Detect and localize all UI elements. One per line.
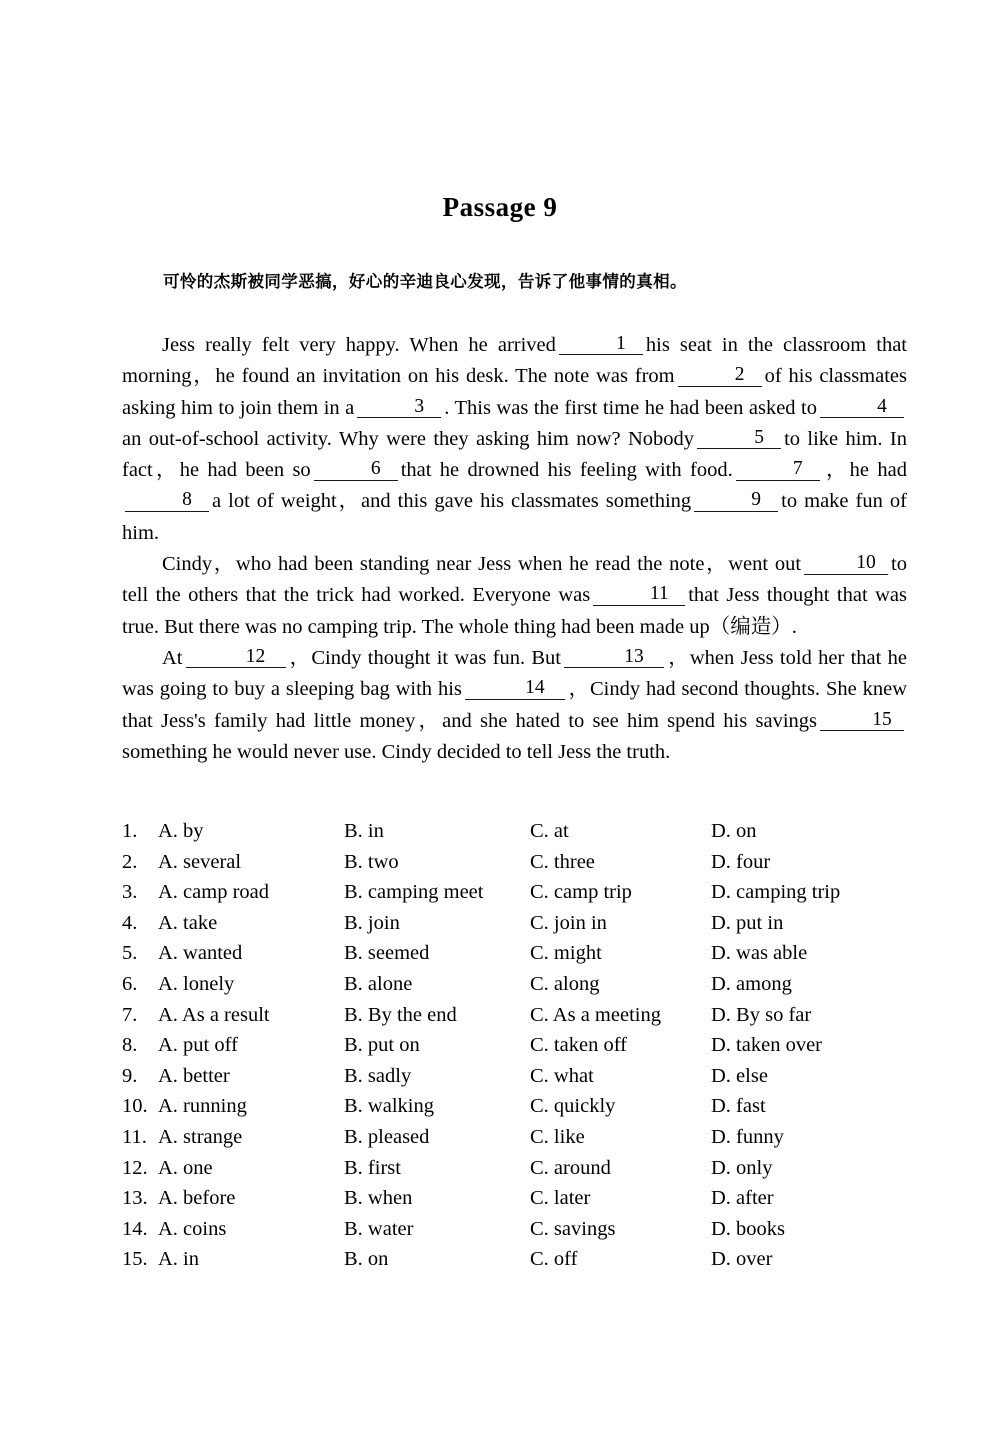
- p3-text-3: ，when Jess told her that he was going to buy a sleeping bag with his: [122, 646, 908, 701]
- blank-1: 1: [559, 334, 643, 355]
- option-choice-d[interactable]: D. only: [711, 1156, 773, 1179]
- option-choice-c[interactable]: C. As a meeting: [530, 1003, 661, 1026]
- option-choice-c[interactable]: C. join in: [530, 911, 607, 934]
- option-choice-a[interactable]: A. lonely: [158, 972, 235, 995]
- option-choice-a[interactable]: A. one: [158, 1156, 213, 1179]
- option-choice-b[interactable]: B. in: [344, 820, 384, 842]
- option-number: 12.: [122, 1156, 148, 1179]
- option-choice-a[interactable]: A. camp road: [158, 881, 269, 904]
- p1-text-8: ，he had: [822, 459, 908, 482]
- p1-text-6: to like him. In fact，he had been so: [122, 427, 908, 482]
- p3-text-5: something he would never use. Cindy decided to tell Jess the truth.: [122, 740, 671, 763]
- option-choice-b[interactable]: B. when: [344, 1187, 413, 1210]
- option-choice-c[interactable]: C. off: [530, 1248, 578, 1271]
- option-row: [122, 851, 912, 882]
- option-choice-b[interactable]: B. alone: [344, 972, 413, 995]
- blank-14: 14: [465, 678, 565, 699]
- option-choice-c[interactable]: C. what: [530, 1064, 594, 1087]
- option-choice-a[interactable]: A. in: [158, 1248, 199, 1271]
- option-choice-d[interactable]: D. four: [711, 850, 771, 873]
- option-choice-a[interactable]: A. before: [158, 1187, 236, 1210]
- p1-text-3: of his classmates asking him to join them in a: [122, 365, 907, 419]
- option-number: 11.: [122, 1125, 147, 1148]
- blank-10: 10: [804, 553, 888, 574]
- option-choice-b[interactable]: B. water: [344, 1217, 414, 1240]
- option-choice-c[interactable]: C. like: [530, 1125, 585, 1148]
- option-choice-b[interactable]: B. sadly: [344, 1064, 412, 1087]
- option-number: 10.: [122, 1095, 148, 1118]
- p1-text-7: that he drowned his feeling with food.: [400, 459, 733, 482]
- blank-11: 11: [593, 584, 685, 605]
- option-choice-d[interactable]: D. among: [711, 972, 792, 995]
- option-choice-a[interactable]: A. several: [158, 850, 242, 873]
- option-choice-d[interactable]: D. funny: [711, 1125, 784, 1148]
- p1-text-5: an out-of-school activity. Why were they asking him now? Nobody: [122, 427, 695, 450]
- option-row: [122, 1004, 912, 1035]
- p2-text-2: to tell the others that the trick had worked. Everyone was: [122, 553, 907, 607]
- option-choice-b[interactable]: B. By the end: [344, 1003, 457, 1026]
- option-choice-a[interactable]: A. running: [158, 1095, 247, 1118]
- option-choice-b[interactable]: B. walking: [344, 1095, 434, 1118]
- option-choice-a[interactable]: A. coins: [158, 1217, 227, 1240]
- option-row: [122, 1187, 912, 1218]
- option-row: [122, 820, 912, 851]
- option-choice-c[interactable]: C. along: [530, 972, 600, 995]
- option-row: [122, 912, 912, 943]
- option-choice-c[interactable]: C. savings: [530, 1217, 616, 1240]
- option-choice-d[interactable]: D. after: [711, 1187, 774, 1210]
- blank-15: 15: [820, 710, 904, 731]
- option-number: 8.: [122, 1034, 138, 1057]
- blank-6: 6: [314, 459, 398, 480]
- blank-7: 7: [736, 459, 820, 480]
- p2-text-3: that Jess thought that was true. But there was no camping trip. The whole thing had been made up（编造）.: [122, 584, 907, 638]
- option-number: 5.: [122, 942, 138, 965]
- options-list: [122, 820, 912, 1279]
- option-number: 7.: [122, 1003, 138, 1026]
- blank-4: 4: [820, 397, 904, 418]
- option-choice-d[interactable]: D. camping trip: [711, 881, 841, 904]
- passage-body: [122, 330, 907, 768]
- option-number: 6.: [122, 972, 138, 995]
- p1-text-4: . This was the first time he had been asked to: [444, 396, 817, 419]
- p3-text-4: ，Cindy had second thoughts. She knew that Jess's family had little money，and she hated to see him spend his savings: [122, 678, 908, 732]
- blank-5: 5: [697, 428, 781, 449]
- option-choice-d[interactable]: D. books: [711, 1217, 786, 1240]
- option-row: [122, 1157, 912, 1188]
- option-choice-a[interactable]: A. strange: [158, 1125, 243, 1148]
- option-choice-c[interactable]: C. around: [530, 1156, 611, 1179]
- option-choice-b[interactable]: B. first: [344, 1156, 401, 1179]
- p1-text-2: his seat in the classroom that morning，he found an invitation on his desk. The note was from: [122, 334, 907, 388]
- option-choice-b[interactable]: B. seemed: [344, 942, 430, 965]
- option-choice-d[interactable]: D. By so far: [711, 1003, 812, 1026]
- blank-13: 13: [564, 647, 664, 668]
- option-number: 9.: [122, 1064, 138, 1087]
- option-number: 15.: [122, 1248, 148, 1271]
- option-choice-c[interactable]: C. at: [530, 820, 569, 842]
- option-choice-a[interactable]: A. take: [158, 911, 218, 934]
- p3-text-1: At: [162, 646, 183, 669]
- chinese-hint-line: 可怜的杰斯被同学恶搞，好心的辛迪良心发现，告诉了他事情的真相。: [163, 272, 687, 291]
- option-choice-c[interactable]: C. might: [530, 942, 602, 965]
- option-choice-b[interactable]: B. pleased: [344, 1125, 430, 1148]
- option-choice-c[interactable]: C. taken off: [530, 1034, 627, 1057]
- option-choice-d[interactable]: D. fast: [711, 1095, 766, 1118]
- option-choice-d[interactable]: D. on: [711, 820, 757, 842]
- option-row: [122, 1095, 912, 1126]
- option-choice-d[interactable]: D. else: [711, 1064, 768, 1087]
- option-choice-a[interactable]: A. by: [158, 820, 204, 842]
- p1-text-1: Jess really felt very happy. When he arrived: [162, 334, 556, 356]
- option-choice-c[interactable]: C. camp trip: [530, 881, 632, 904]
- option-choice-c[interactable]: C. later: [530, 1187, 591, 1210]
- option-number: 2.: [122, 850, 138, 873]
- option-number: 1.: [122, 820, 138, 842]
- option-choice-b[interactable]: B. camping meet: [344, 881, 484, 904]
- option-choice-b[interactable]: B. join: [344, 911, 400, 934]
- passage-paragraph-3: [122, 643, 907, 768]
- option-choice-a[interactable]: A. better: [158, 1064, 230, 1087]
- option-row: [122, 973, 912, 1004]
- p1-text-10: to make fun of him.: [122, 490, 907, 544]
- blank-3: 3: [357, 397, 441, 418]
- option-choice-d[interactable]: D. taken over: [711, 1034, 822, 1057]
- option-choice-c[interactable]: C. three: [530, 850, 595, 873]
- option-choice-b[interactable]: B. two: [344, 850, 399, 873]
- option-number: 13.: [122, 1187, 148, 1210]
- passage-paragraph-2: [122, 549, 907, 643]
- blank-8: 8: [125, 490, 209, 511]
- p3-text-2: ，Cindy thought it was fun. But: [288, 646, 562, 669]
- p1-text-9: a lot of weight，and this gave his classmates something: [212, 490, 692, 513]
- option-number: 4.: [122, 911, 138, 934]
- option-row: [122, 1034, 912, 1065]
- option-choice-c[interactable]: C. quickly: [530, 1095, 616, 1118]
- p2-text-1: Cindy，who had been standing near Jess when he read the note，went out: [162, 553, 802, 576]
- option-choice-a[interactable]: A. As a result: [158, 1003, 270, 1026]
- option-row: [122, 1126, 912, 1157]
- option-row: [122, 1065, 912, 1096]
- option-row: [122, 1218, 912, 1249]
- blank-2: 2: [678, 365, 762, 386]
- blank-9: 9: [694, 490, 778, 511]
- option-number: 3.: [122, 881, 138, 904]
- option-row: [122, 881, 912, 912]
- option-row: [122, 1248, 912, 1279]
- option-choice-b[interactable]: B. on: [344, 1248, 389, 1271]
- option-row: [122, 942, 912, 973]
- option-choice-a[interactable]: A. put off: [158, 1034, 238, 1057]
- blank-12: 12: [186, 647, 286, 668]
- option-choice-d[interactable]: D. over: [711, 1248, 773, 1271]
- passage-paragraph-1: [122, 330, 907, 549]
- option-number: 14.: [122, 1217, 148, 1240]
- option-choice-a[interactable]: A. wanted: [158, 942, 243, 965]
- option-choice-d[interactable]: D. was able: [711, 942, 808, 965]
- page-title: Passage 9: [442, 192, 558, 222]
- option-choice-b[interactable]: B. put on: [344, 1034, 420, 1057]
- option-choice-d[interactable]: D. put in: [711, 911, 784, 934]
